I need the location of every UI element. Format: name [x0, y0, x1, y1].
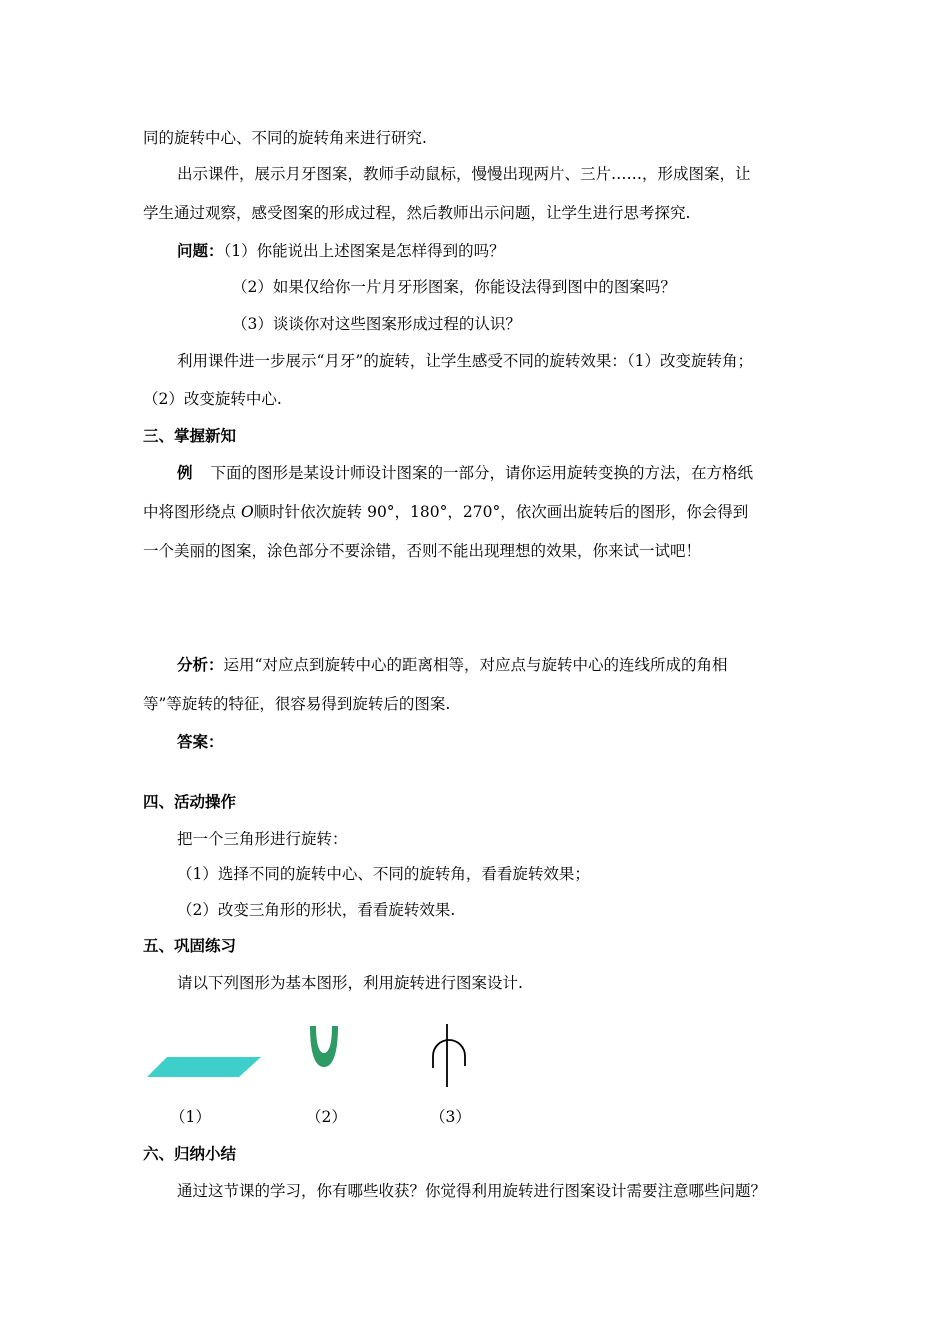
answer-label: 答案： — [177, 732, 224, 751]
courseware-line: （2）改变旋转中心. — [143, 390, 282, 408]
example-label: 例 — [177, 463, 193, 482]
question-3: （3）谈谈你对这些图案形成过程的认识？ — [232, 315, 521, 333]
example-line: 一个美丽的图案，涂色部分不要涂错，否则不能出现理想的效果，你来试一试吧！ — [143, 542, 702, 560]
arc-cross-figure — [428, 1020, 468, 1090]
arc-shape — [433, 1040, 465, 1068]
parallelogram-shape — [147, 1057, 261, 1077]
activity-line: 把一个三角形进行旋转： — [177, 830, 348, 848]
activity-line: （2）改变三角形的形状，看看旋转效果. — [177, 901, 456, 919]
crescent-shape — [310, 1026, 338, 1067]
figure-caption-3: （3） — [430, 1108, 471, 1126]
rotation-point: O — [240, 503, 254, 521]
practice-line: 请以下列图形为基本图形，利用旋转进行图案设计. — [177, 974, 523, 992]
intro-line: 同的旋转中心、不同的旋转角来进行研究. — [143, 129, 427, 147]
analysis-line: 等”等旋转的特征，很容易得到旋转后的图案. — [143, 695, 451, 713]
activity-line: （1）选择不同的旋转中心、不同的旋转角，看看旋转效果； — [177, 865, 590, 883]
courseware-intro-line: 出示课件，展示月牙图案，教师手动鼠标，慢慢出现两片、三片……，形成图案，让 — [177, 165, 751, 183]
example-text: 顺时针依次旋转 90°，180°，270°，依次画出旋转后的图形，你会得到 — [253, 503, 749, 521]
figure-caption-1: （1） — [170, 1108, 211, 1126]
example-line — [143, 502, 748, 522]
example-line — [177, 463, 753, 483]
section-6-heading: 六、归纳小结 — [143, 1144, 237, 1163]
example-text: 下面的图形是某设计师设计图案的一部分，请你运用旋转变换的方法，在方格纸 — [210, 464, 754, 482]
courseware-line: 利用课件进一步展示“月牙”的旋转，让学生感受不同的旋转效果：（1）改变旋转角； — [177, 352, 753, 370]
example-text: 中将图形绕点 — [143, 503, 241, 521]
analysis-line — [177, 655, 727, 675]
courseware-intro-line: 学生通过观察，感受图案的形成过程，然后教师出示问题，让学生进行思考探究. — [143, 204, 691, 222]
analysis-text: 运用“对应点到旋转中心的距离相等，对应点与旋转中心的连线所成的角相 — [223, 656, 728, 674]
section-3-heading: 三、掌握新知 — [143, 426, 237, 445]
parallelogram-figure — [145, 1055, 263, 1079]
crescent-figure — [308, 1026, 340, 1068]
analysis-label: 分析： — [177, 655, 224, 674]
question-text: （1）你能说出上述图案是怎样得到的吗？ — [223, 242, 505, 260]
question-2: （2）如果仅给你一片月牙形图案，你能设法得到图中的图案吗？ — [232, 278, 676, 296]
figure-caption-2: （2） — [306, 1108, 347, 1126]
question-label: 问题： — [177, 241, 224, 260]
section-4-heading: 四、活动操作 — [143, 792, 237, 811]
question-1 — [177, 241, 505, 261]
section-5-heading: 五、巩固练习 — [143, 936, 237, 955]
summary-line: 通过这节课的学习，你有哪些收获？你觉得利用旋转进行图案设计需要注意哪些问题？ — [177, 1182, 767, 1200]
